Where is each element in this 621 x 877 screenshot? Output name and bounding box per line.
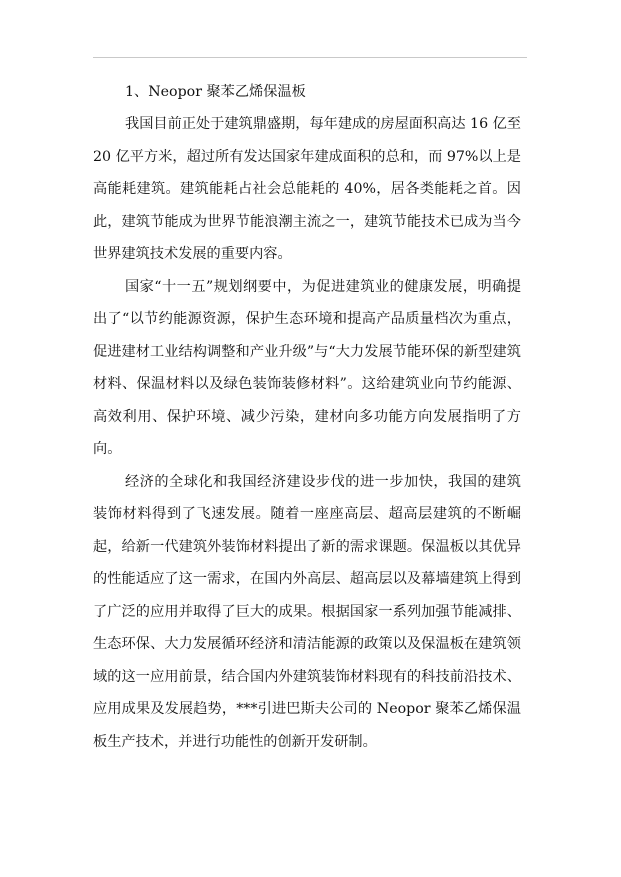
header-rule: [93, 57, 527, 58]
section-heading: 1、Neopor 聚苯乙烯保温板: [125, 84, 306, 100]
document-body: [93, 76, 521, 758]
paragraph-five-year-plan: 国家“十一五”规划纲要中，为促进建筑业的健康发展，明确提出了“以节约能源资源，保护生态环境和提高产品质量档次为重点，促进建材工业结构调整和产业升级”与“大力发展节能环保的新型建筑材料、保温材料以及绿色装饰装修材料”。这给建筑业向节约能源、高效利用、保护环境、减少污染，建材向多功能方向发展指明了方向。: [93, 278, 521, 457]
paragraph-insulation-board: 经济的全球化和我国经济建设步伐的进一步加快，我国的建筑装饰材料得到了飞速发展。随着一座座高层、超高层建筑的不断崛起，给新一代建筑外装饰材料提出了新的需求课题。保温板以其优异的性能适应了这一需求，在国内外高层、超高层以及幕墙建筑上得到了广泛的应用并取得了巨大的成果。根据国家一系列加强节能减排、生态环保、大力发展循环经济和清洁能源的政策以及保温板在建筑领域的这一应用前景，结合国内外建筑装饰材料现有的科技前沿技术、应用成果及发展趋势，***引进巴斯夫公司的 Neopor 聚苯乙烯保温板生产技术，并进行功能性的创新开发研制。: [93, 473, 521, 750]
paragraph-building-energy: 我国目前正处于建筑鼎盛期，每年建成的房屋面积高达 16 亿至 20 亿平方米，超过所有发达国家年建成面积的总和，而 97%以上是高能耗建筑。建筑能耗占社会总能耗的 40%，居各类能耗之首。因此，建筑节能成为世界节能浪潮主流之一，建筑节能技术已成为当今世界建筑技术发展的重要内容。: [93, 116, 521, 262]
